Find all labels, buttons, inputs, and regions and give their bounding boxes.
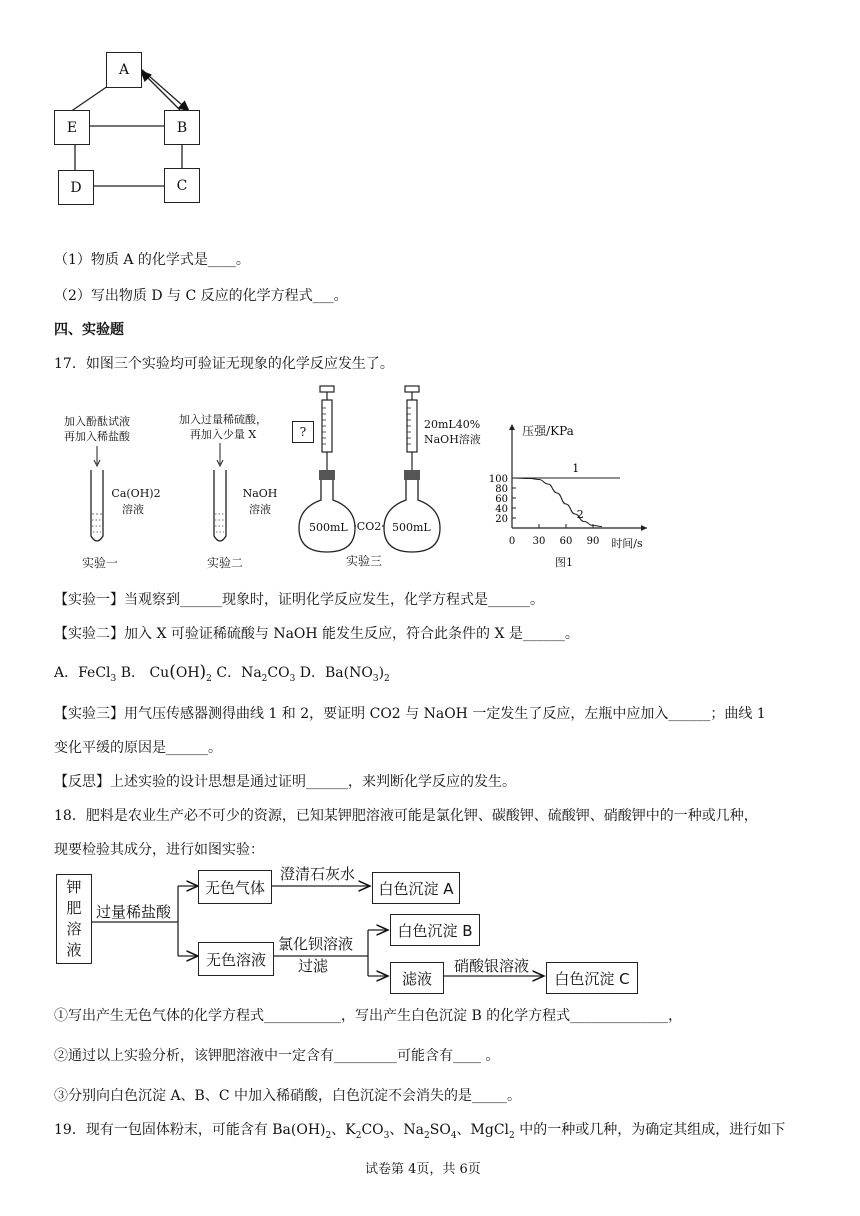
y-tick-label: 40 [495, 504, 508, 515]
y-tick-label: 100 [488, 474, 508, 485]
q17-exp2-text: 【实验二】加入 X 可验证稀硫酸与 NaOH 能发生反应，符合此条件的 X 是______。 [54, 626, 579, 642]
flow-solution-label: 无色溶液 [205, 950, 266, 969]
exp2-caption: 实验二 [206, 556, 243, 570]
flow-start-box [56, 874, 92, 964]
flow-start-char-2: 肥 [66, 899, 82, 917]
q18-stem2: 现要检验其成分，进行如图实验： [54, 842, 264, 858]
y-tick-label: 80 [495, 484, 508, 495]
gas-label: CO2 [356, 520, 382, 533]
q18-q1: ①写出产生无色气体的化学方程式___________，写出产生白色沉淀 B 的化学方程式______________， [54, 1008, 683, 1024]
q18-q2: ②通过以上实验分析，该钾肥溶液中一定含有_________可能含有____ 。 [54, 1048, 500, 1064]
exp1-reagent1: Ca(OH)2 [111, 487, 161, 500]
section-title: 四、实验题 [54, 322, 124, 338]
q19-stem: 19．现有一包固体粉末，可能含有 $Ba(OH)_2$、$K_2CO_3$、$Na_2SO_4$、MgCl$_2$ 中的一种或几种，为确定其组成，进行如下 [54, 1122, 786, 1141]
x-tick-label: 0 [508, 536, 516, 547]
exp2-reagent1: NaOH [242, 487, 278, 500]
unknown-reagent-mark: ? [299, 425, 307, 439]
flow-ppt-b-label: 白色沉淀 B [397, 921, 473, 940]
q17-exp1-text: 【实验一】当观察到______现象时，证明化学反应发生，化学方程式是______。 [54, 592, 544, 608]
flow-filtrate-label: 滤液 [401, 969, 432, 988]
q18-stem1: 18．肥料是农业生产必不可少的资源，已知某钾肥溶液可能是氯化钾、碳酸钾、硫酸钾、硝酸钾中的一种或几种， [54, 808, 758, 824]
y-tick-label: 20 [495, 514, 508, 525]
flow-filtrate-box [390, 962, 444, 994]
q16-part2: （2）写出物质 D 与 C 反应的化学方程式___。 [54, 288, 348, 304]
y-tick-label: 60 [495, 494, 508, 505]
node-d-label: D [70, 179, 82, 196]
flow-limewater: 澄清石灰水 [280, 865, 356, 883]
page-footer: 试卷第 4页，共 6页 [365, 1162, 481, 1177]
x-tick-label: 30 [532, 536, 546, 547]
q18-q3: ③分别向白色沉淀 A、B、C 中加入稀硝酸，白色沉淀不会消失的是_____。 [54, 1088, 522, 1104]
flow-bacl2: 氯化钡溶液 [278, 935, 354, 953]
syringe-label2: NaOH溶液 [424, 433, 481, 446]
node-e-label: E [66, 119, 78, 136]
flow-ppt-a-label: 白色沉淀 A [378, 879, 454, 898]
chart-ylabel: 压强/KPa [522, 424, 574, 438]
flow-start-char-4: 液 [66, 941, 82, 959]
exp2-label1: 加入过量稀硫酸， [179, 413, 267, 426]
series-2-label: 2 [576, 508, 584, 521]
q16-part1: （1）物质 A 的化学式是____。 [54, 252, 250, 268]
node-a-label: A [118, 62, 130, 78]
exp3-caption: 实验三 [345, 554, 382, 568]
q17-exp3-text2: 变化平缓的原因是______。 [54, 740, 222, 756]
flow-filter: 过滤 [298, 957, 329, 975]
x-tick-label: 90 [586, 536, 600, 547]
exp2-label2: 再加入少量 X [189, 428, 257, 441]
flow-ppt-c-label: 白色沉淀 C [554, 969, 630, 988]
exp1-label2: 再加入稀盐酸 [64, 430, 130, 443]
left-flask-volume: 500mL [309, 521, 348, 534]
flow-ppt-c-box [546, 962, 638, 994]
flow-ppt-b-box [390, 914, 480, 946]
series-1-label: 1 [572, 462, 580, 475]
exp1-label1: 加入酚酞试液 [64, 415, 130, 428]
q17-options: A．FeCl$_3$ B． $Cu(OH)_2$ C．$Na_2CO_3$ D．$Ba(NO_3)_2$ [54, 662, 390, 684]
x-tick-label: 60 [559, 536, 573, 547]
node-b-label: B [176, 119, 188, 136]
flow-start-char-3: 溶 [66, 920, 82, 938]
exp2-reagent2: 溶液 [249, 503, 271, 516]
flow-gas-box [198, 870, 272, 904]
chart-caption: 图1 [555, 556, 573, 569]
flow-reagent1: 过量稀盐酸 [96, 903, 172, 921]
syringe-label1: 20mL40% [424, 418, 481, 431]
flow-gas-label: 无色气体 [204, 878, 265, 897]
flow-start-char-1: 钾 [66, 878, 82, 896]
exp1-caption: 实验一 [81, 556, 118, 570]
node-c-label: C [176, 177, 188, 194]
right-flask-volume: 500mL [392, 521, 431, 534]
chart-xlabel: 时间/s [611, 537, 643, 550]
flow-solution-box [198, 942, 274, 976]
q17-reflect-text: 【反思】上述实验的设计思想是通过证明______，来判断化学反应的发生。 [54, 774, 516, 790]
flow-agno3: 硝酸银溶液 [454, 957, 530, 975]
q17-stem: 17．如图三个实验均可验证无现象的化学反应发生了。 [54, 356, 394, 372]
flow-ppt-a-box [372, 872, 460, 904]
exp1-reagent2: 溶液 [122, 503, 144, 516]
q17-exp3-text1: 【实验三】用气压传感器测得曲线 1 和 2，要证明 CO2 与 NaOH 一定发生了反应，左瓶中应加入______；曲线 1 [54, 706, 766, 722]
